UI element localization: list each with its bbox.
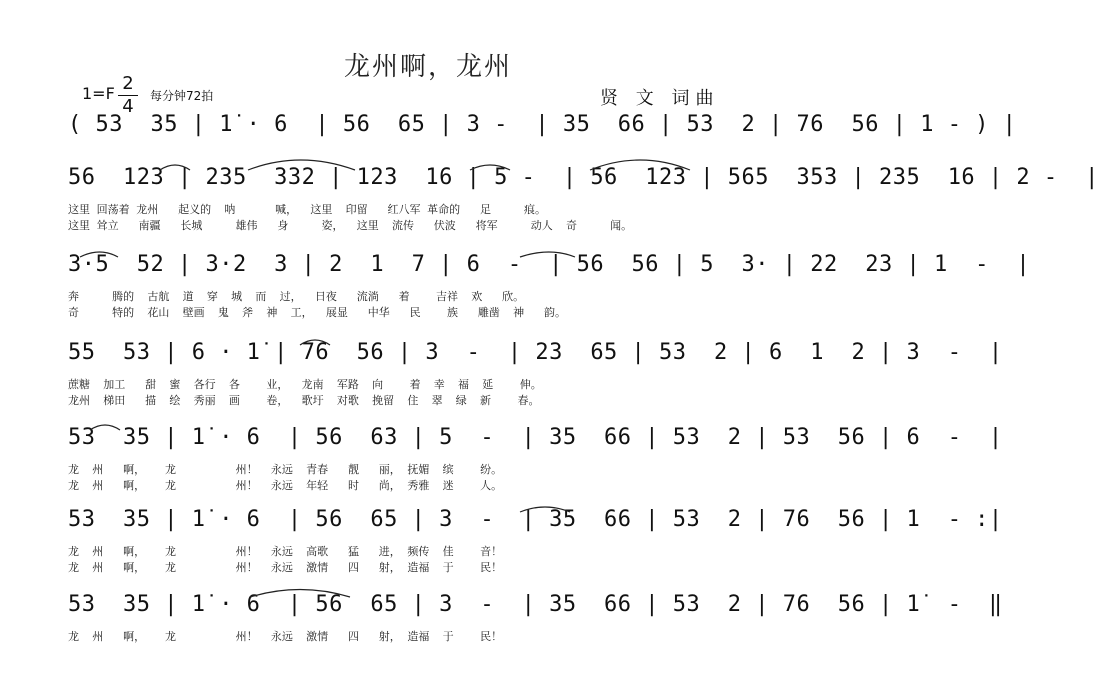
tempo-marking: 每分钟72拍 (150, 89, 214, 103)
slur-arc (160, 165, 190, 170)
lyric-verse-2: 奇 特的 花山 壁画 鬼 斧 神 工， 展显 中华 民 族 雕凿 神 韵。 (68, 306, 567, 319)
slur-arc (250, 590, 350, 598)
song-title: 龙州啊，龙州 (343, 52, 512, 82)
lyric-verse-1: 奔 腾的 古航 道 穿 城 而 过， 日夜 流淌 着 吉祥 欢 欣。 (68, 290, 525, 303)
time-signature-bottom: 4 (122, 96, 134, 117)
lyric-verse-2: 龙 州 啊， 龙 州！ 永远 年轻 时 尚， 秀雅 迷 人。 (68, 479, 503, 492)
composer-credit: 贤 文 词曲 (600, 88, 720, 109)
slur-arc (90, 425, 120, 430)
slur-arc (520, 507, 570, 512)
lyric-verse-1: 龙 州 啊， 龙 州！ 永远 激情 四 射， 造福 于 民！ (68, 630, 503, 643)
notation-line: ( 53 35 | 1̇ · 6 | 56 65 | 3 - | 35 66 | 53 2 | 76 56 | 1 - ) | (68, 112, 1017, 137)
slur-arc (590, 160, 690, 170)
notation-line: 53 35 | 1̇ · 6 | 56 65 | 3 - | 35 66 | 53 2 | 76 56 | 1 - :| (68, 507, 1003, 532)
notation-line: 56 123 | 235 332 | 123 16 | 5 - | 56 123 | 565 353 | 235 16 | 2 - | (68, 165, 1099, 190)
key-signature: 1=F (82, 84, 115, 103)
lyric-verse-1: 龙 州 啊， 龙 州！ 永远 高歌 猛 进， 频传 佳 音！ (68, 545, 503, 558)
notation-line: 3·5 52 | 3·2 3 | 2 1 7 | 6 - | 56 56 | 5 3· | 22 23 | 1 - | (68, 252, 1031, 277)
notation-line: 53 35 | 1̇ · 6 | 56 63 | 5 - | 35 66 | 53 2 | 53 56 | 6 - | (68, 425, 1003, 450)
notation-line: 55 53 | 6 · 1̇ | 76 56 | 3 - | 23 65 | 53 2 | 6 1 2 | 3 - | (68, 340, 1003, 365)
lyric-verse-1: 这里 回荡着 龙州 起义的 呐 喊， 这里 印留 红八军 革命的 足 痕。 (68, 203, 547, 216)
lyric-verse-2: 龙 州 啊， 龙 州！ 永远 激情 四 射， 造福 于 民！ (68, 561, 503, 574)
lyric-verse-1: 龙 州 啊， 龙 州！ 永远 青春 靓 丽， 抚媚 缤 纷。 (68, 463, 503, 476)
slur-arc (470, 165, 510, 170)
lyric-verse-2: 龙州 梯田 描 绘 秀丽 画 卷， 歌圩 对歌 挽留 住 翠 绿 新 春。 (68, 394, 540, 407)
lyric-verse-1: 蔗糖 加工 甜 蜜 各行 各 业， 龙南 军路 向 着 幸 福 延 伸。 (68, 378, 542, 391)
slur-arc (80, 252, 118, 257)
lyric-verse-2: 这里 耸立 南疆 长城 雄伟 身 姿， 这里 流传 伏波 将军 动人 奇 闻。 (68, 219, 633, 232)
slur-arc (300, 340, 330, 345)
slur-arc (248, 160, 355, 170)
time-signature-top: 2 (122, 73, 134, 94)
notation-line: 53 35 | 1̇ · 6 | 56 65 | 3 - | 35 66 | 53 2 | 76 56 | 1̇ - ‖ (68, 592, 1003, 617)
slur-arc (520, 252, 575, 257)
